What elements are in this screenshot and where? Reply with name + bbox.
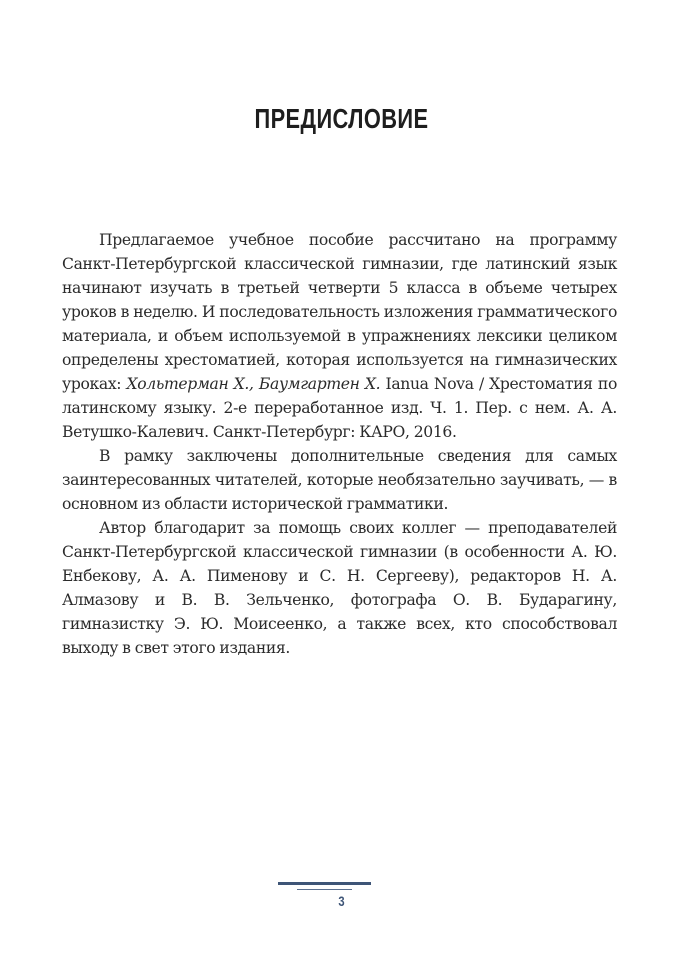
citation-authors: Хольтерман Х., Баумгартен Х. (126, 375, 381, 393)
preface-body (62, 228, 617, 660)
page-title: ПРЕДИСЛОВИЕ (254, 102, 429, 134)
footer-rule-thick (278, 882, 371, 885)
page-number: 3 (338, 893, 345, 909)
paragraph-intro-text: Предлагаемое учебное пособие рассчитано на программу Санкт-Петербургской классической гимназии, где латинский язык начинают изучать в третьей четверти 5 класса в объеме четырех уроков в неделю. И последовательность изложения грамматического материала, и объем используемой в упражнениях лексики целиком определены хрестоматией, которая используется на гимназических уроках: (62, 231, 617, 393)
paragraph-acknowledgements: Автор благодарит за помощь своих коллег — преподавателей Санкт-Петербургской классической гимназии (в особенности А. Ю. Енбекову, А. А. Пименову и С. Н. Сергееву), редакторов Н. А. Алмазову и В. В. Зельченко, фотографа О. В. Бударагину, гимназистку Э. Ю. Моисеенко, а также всех, кто способствовал выходу в свет этого издания. (62, 519, 617, 657)
paragraph-framed-notes: В рамку заключены дополнительные сведения для самых заинтересованных читателей, которые необязательно заучивать, — в основном из области исторической грамматики. (62, 447, 617, 513)
paragraph-intro (62, 228, 617, 444)
footer-rule-thin (297, 889, 352, 890)
citation-details: Ianua Nova / Хрестоматия по латинскому языку. 2-е переработанное изд. Ч. 1. Пер. с нем. А. А. Ветушко-Калевич. Санкт-Петербург: КАРО, 2016. (62, 375, 617, 441)
